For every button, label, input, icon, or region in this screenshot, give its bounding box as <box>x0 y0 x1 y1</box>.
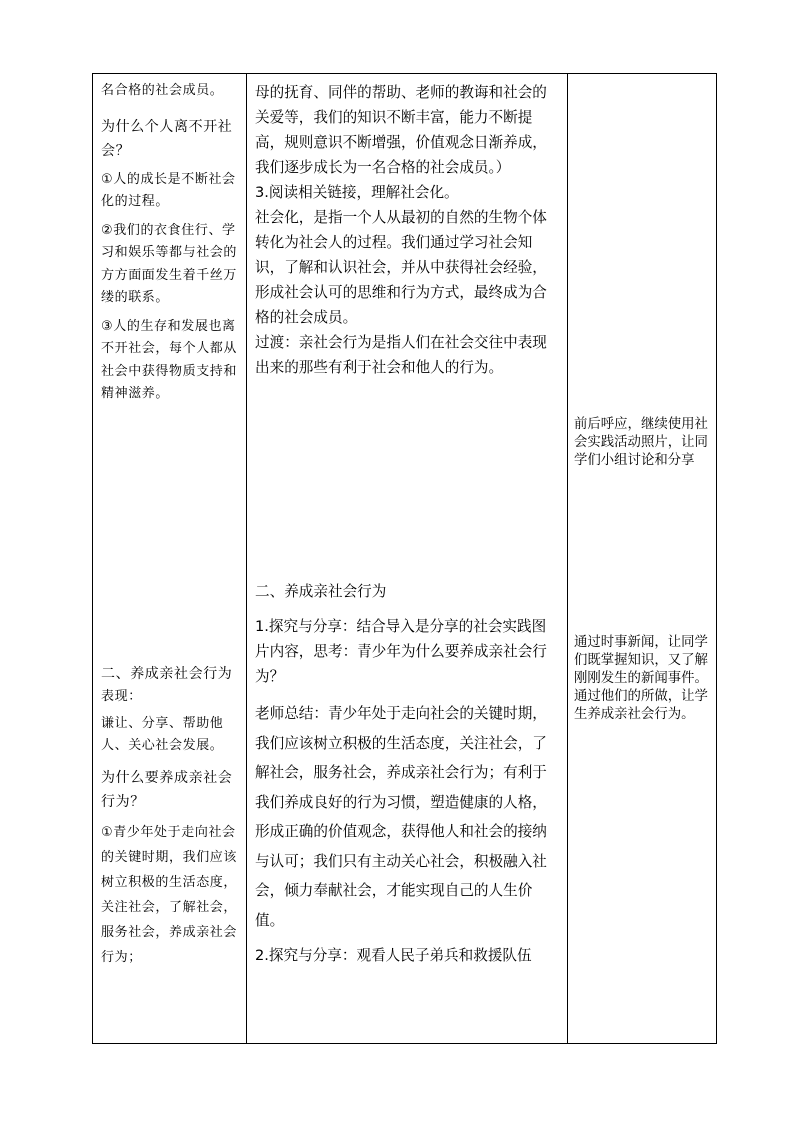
knowledge-point: ①青少年处于走向社会的关键时期，我们应该树立积极的生活态度，关注社会，了解社会，服务社会，养成亲社会行为； <box>101 824 238 965</box>
process-column <box>247 74 567 1043</box>
knowledge-point: ③人的生存和发展也离不开社会，每个人都从社会中获得物质支持和精神滋养。 <box>101 318 238 401</box>
knowledge-label: 表现： <box>101 689 142 704</box>
teacher-summary: 老师总结：青少年处于走向社会的关键时期，我们应该树立积极的生活态度，关注社会，了解社会，服务社会，养成亲社会行为；有利于我们养成良好的行为习惯，塑造健康的人格，形成正确的价值观念，获得他人和社会的接纳与认可；我们只有主动关心社会，积极融入社会，倾力奉献社会，才能实现自己的人生价值。 <box>255 705 547 929</box>
process-step: 3.阅读相关链接，理解社会化。 <box>255 184 459 201</box>
knowledge-question: 为什么要养成亲社会行为？ <box>101 769 233 810</box>
knowledge-point: ②我们的衣食住行、学习和娱乐等都与社会的方方面面发生着千丝万缕的联系。 <box>101 222 238 305</box>
process-section-2 <box>255 579 559 968</box>
section-heading: 二、养成亲社会行为 <box>101 666 233 682</box>
process-step: 2.探究与分享：观看人民子弟兵和救援队伍 <box>255 947 532 964</box>
design-note: 前后呼应，继续使用社会实践活动照片，让同学们小组讨论和分享 <box>574 417 708 468</box>
lesson-plan-table <box>92 73 717 1044</box>
knowledge-section-2 <box>101 662 240 970</box>
process-step: 1.探究与分享：结合导入是分享的社会实践图片内容，思考：青少年为什么要养成亲社会行为？ <box>255 618 547 685</box>
knowledge-question: 为什么个人离不开社会？ <box>101 118 233 159</box>
knowledge-text: 谦让、分享、帮助他人、关心社会发展。 <box>101 715 224 753</box>
design-note: 通过时事新闻，让同学们既掌握知识，又了解刚刚发生的新闻事件。通过他们的所做，让学生养成亲社会行为。 <box>574 635 708 722</box>
knowledge-text: 名合格的社会成员。 <box>101 83 224 98</box>
process-text: 母的抚育、同伴的帮助、老师的教诲和社会的关爱等，我们的知识不断丰富，能力不断提高，规则意识不断增强，价值观念日渐养成，我们逐步成长为一名合格的社会成员。） <box>255 84 547 176</box>
design-intent-column <box>568 74 716 1043</box>
knowledge-point: ①人的成长是不断社会化的过程。 <box>101 171 236 209</box>
transition-text: 过渡：亲社会行为是指人们在社会交往中表现出来的那些有利于社会和他人的行为。 <box>255 334 547 376</box>
section-heading: 二、养成亲社会行为 <box>255 583 387 600</box>
knowledge-column <box>93 74 246 1043</box>
process-text: 社会化，是指一个人从最初的自然的生物个体转化为社会人的过程。我们通过学习社会知识，了解和认识社会，并从中获得社会经验，形成社会认可的思维和行为方式，最终成为合格的社会成员。 <box>255 209 547 326</box>
